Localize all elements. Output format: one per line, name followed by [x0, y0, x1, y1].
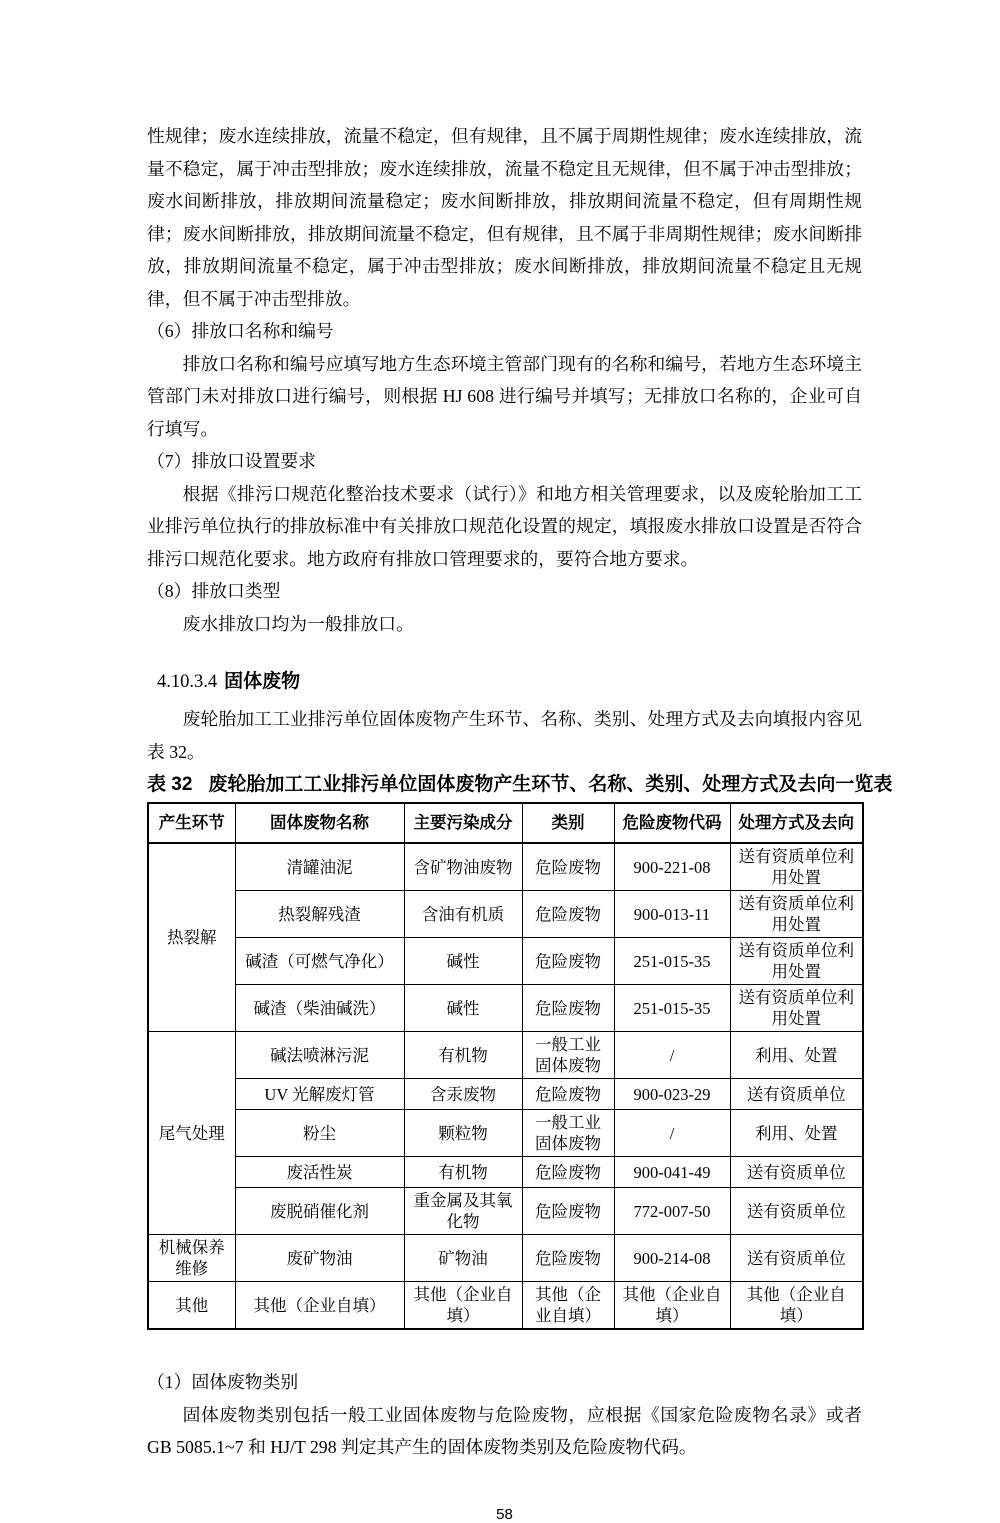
- table-cell: 一般工业固体废物: [522, 1032, 614, 1079]
- column-header: 产生环节: [148, 803, 235, 843]
- item-1-paragraph: 固体废物类别包括一般工业固体废物与危险废物，应根据《国家危险废物名录》或者 GB 5085.1~7 和 HJ/T 298 判定其产生的固体废物类别及危险废物代码。: [147, 1404, 862, 1457]
- section-heading: [147, 666, 862, 699]
- column-header: 处理方式及去向: [730, 803, 863, 843]
- table-row: [148, 843, 863, 891]
- table-cell: 废矿物油: [235, 1235, 404, 1282]
- table-cell: 清罐油泥: [235, 843, 404, 891]
- table-cell: 危险废物: [522, 1188, 614, 1235]
- item-8-paragraph: 废水排放口均为一般排放口。: [182, 613, 414, 634]
- table-row: [148, 985, 863, 1032]
- table-cell: 热裂解残渣: [235, 891, 404, 938]
- section-title: 固体废物: [224, 671, 301, 692]
- table-row: [148, 1235, 863, 1282]
- table-cell: 900-013-11: [614, 891, 730, 938]
- table-cell: 900-214-08: [614, 1235, 730, 1282]
- table-cell: 送有资质单位利用处置: [730, 843, 863, 891]
- table-cell: 危险废物: [522, 1079, 614, 1110]
- table-cell: 其他（企业自填）: [522, 1282, 614, 1330]
- table-cell: 送有资质单位: [730, 1157, 863, 1188]
- solid-waste-table: [147, 802, 864, 1330]
- item-7-heading: （7）排放口设置要求: [147, 451, 316, 471]
- item-7-paragraph: 根据《排污口规范化整治技术要求（试行）》和地方相关管理要求，以及废轮胎加工工业排污单位执行的排放标准中有关排放口规范化设置的规定，填报废水排放口设置是否符合排污口规范化要求。地方政府有排放口管理要求的，要符合地方要求。: [147, 483, 862, 569]
- table-cell: 其他（企业自填）: [235, 1282, 404, 1330]
- table-cell: 含油有机质: [404, 891, 522, 938]
- table-caption-label: 表 32: [147, 774, 193, 795]
- table-cell: 危险废物: [522, 843, 614, 891]
- item-6-heading: （6）排放口名称和编号: [147, 321, 334, 341]
- table-cell: UV 光解废灯管: [235, 1079, 404, 1110]
- table-cell: 矿物油: [404, 1235, 522, 1282]
- column-header: 类别: [522, 803, 614, 843]
- table-row: [148, 1079, 863, 1110]
- table-cell: 送有资质单位利用处置: [730, 891, 863, 938]
- stage-cell: 其他: [148, 1282, 235, 1330]
- table-cell: 颗粒物: [404, 1110, 522, 1157]
- table-cell: 有机物: [404, 1032, 522, 1079]
- table-cell: 废活性炭: [235, 1157, 404, 1188]
- table-cell: 碱渣（柴油碱洗）: [235, 985, 404, 1032]
- column-header: 主要污染成分: [404, 803, 522, 843]
- waste-table-body: [148, 843, 863, 1329]
- table-row: [148, 1157, 863, 1188]
- table-cell: 251-015-35: [614, 938, 730, 985]
- table-cell: 危险废物: [522, 985, 614, 1032]
- table-cell: 其他（企业自填）: [404, 1282, 522, 1330]
- table-cell: 900-023-29: [614, 1079, 730, 1110]
- table-row: [148, 1282, 863, 1330]
- table-cell: 772-007-50: [614, 1188, 730, 1235]
- section-number: 4.10.3.4: [157, 672, 218, 692]
- table-cell: 碱法喷淋污泥: [235, 1032, 404, 1079]
- table-cell: 900-041-49: [614, 1157, 730, 1188]
- table-cell: 碱性: [404, 985, 522, 1032]
- table-cell: 送有资质单位利用处置: [730, 985, 863, 1032]
- table-row: [148, 938, 863, 985]
- table-cell: 其他（企业自填）: [730, 1282, 863, 1330]
- table-cell: 危险废物: [522, 1157, 614, 1188]
- stage-cell: 机械保养维修: [148, 1235, 235, 1282]
- table-cell: /: [614, 1032, 730, 1079]
- table-cell: 粉尘: [235, 1110, 404, 1157]
- table-cell: 251-015-35: [614, 985, 730, 1032]
- table-row: [148, 1188, 863, 1235]
- table-cell: 利用、处置: [730, 1110, 863, 1157]
- table-cell: 废脱硝催化剂: [235, 1188, 404, 1235]
- page-footer: [147, 1506, 862, 1523]
- continued-paragraph: 性规律；废水连续排放，流量不稳定，但有规律，且不属于周期性规律；废水连续排放，流量不稳定，属于冲击型排放；废水连续排放，流量不稳定且无规律，但不属于冲击型排放；废水间断排放，排放期间流量稳定；废水间断排放，排放期间流量不稳定，但有周期性规律；废水间断排放，排放期间流量不稳定，但有规律，且不属于非周期性规律；废水间断排放，排放期间流量不稳定，属于冲击型排放；废水间断排放，排放期间流量不稳定且无规律，但不属于冲击型排放。: [147, 126, 862, 309]
- stage-cell: 热裂解: [148, 843, 235, 1032]
- column-header: 危险废物代码: [614, 803, 730, 843]
- table-cell: 碱性: [404, 938, 522, 985]
- item-1-heading: （1）固体废物类别: [147, 1372, 299, 1392]
- table-cell: 危险废物: [522, 1235, 614, 1282]
- table-caption: [147, 770, 893, 800]
- table-cell: 碱渣（可燃气净化）: [235, 938, 404, 985]
- table-row: [148, 1032, 863, 1079]
- page-number: 58: [496, 1505, 513, 1523]
- table-cell: /: [614, 1110, 730, 1157]
- table-cell: 送有资质单位利用处置: [730, 938, 863, 985]
- table-cell: 危险废物: [522, 938, 614, 985]
- item-8-heading: （8）排放口类型: [147, 581, 281, 601]
- waste-table-header-row: [148, 803, 863, 843]
- stage-cell: 尾气处理: [148, 1032, 235, 1235]
- section-paragraph: 废轮胎加工工业排污单位固体废物产生环节、名称、类别、处理方式及去向填报内容见表 32。: [147, 709, 862, 762]
- item-6-paragraph: 排放口名称和编号应填写地方生态环境主管部门现有的名称和编号，若地方生态环境主管部门未对排放口进行编号，则根据 HJ 608 进行编号并填写；无排放口名称的，企业可自行填写。: [147, 353, 862, 439]
- table-cell: 含汞废物: [404, 1079, 522, 1110]
- table-cell: 利用、处置: [730, 1032, 863, 1079]
- table-cell: 其他（企业自填）: [614, 1282, 730, 1330]
- table-caption-title: 废轮胎加工工业排污单位固体废物产生环节、名称、类别、处理方式及去向一览表: [208, 774, 893, 795]
- table-cell: 一般工业固体废物: [522, 1110, 614, 1157]
- table-cell: 送有资质单位: [730, 1079, 863, 1110]
- table-cell: 900-221-08: [614, 843, 730, 891]
- table-cell: 危险废物: [522, 891, 614, 938]
- table-cell: 含矿物油废物: [404, 843, 522, 891]
- table-row: [148, 891, 863, 938]
- table-cell: 重金属及其氧化物: [404, 1188, 522, 1235]
- table-cell: 送有资质单位: [730, 1188, 863, 1235]
- table-cell: 送有资质单位: [730, 1235, 863, 1282]
- table-row: [148, 1110, 863, 1157]
- column-header: 固体废物名称: [235, 803, 404, 843]
- table-cell: 有机物: [404, 1157, 522, 1188]
